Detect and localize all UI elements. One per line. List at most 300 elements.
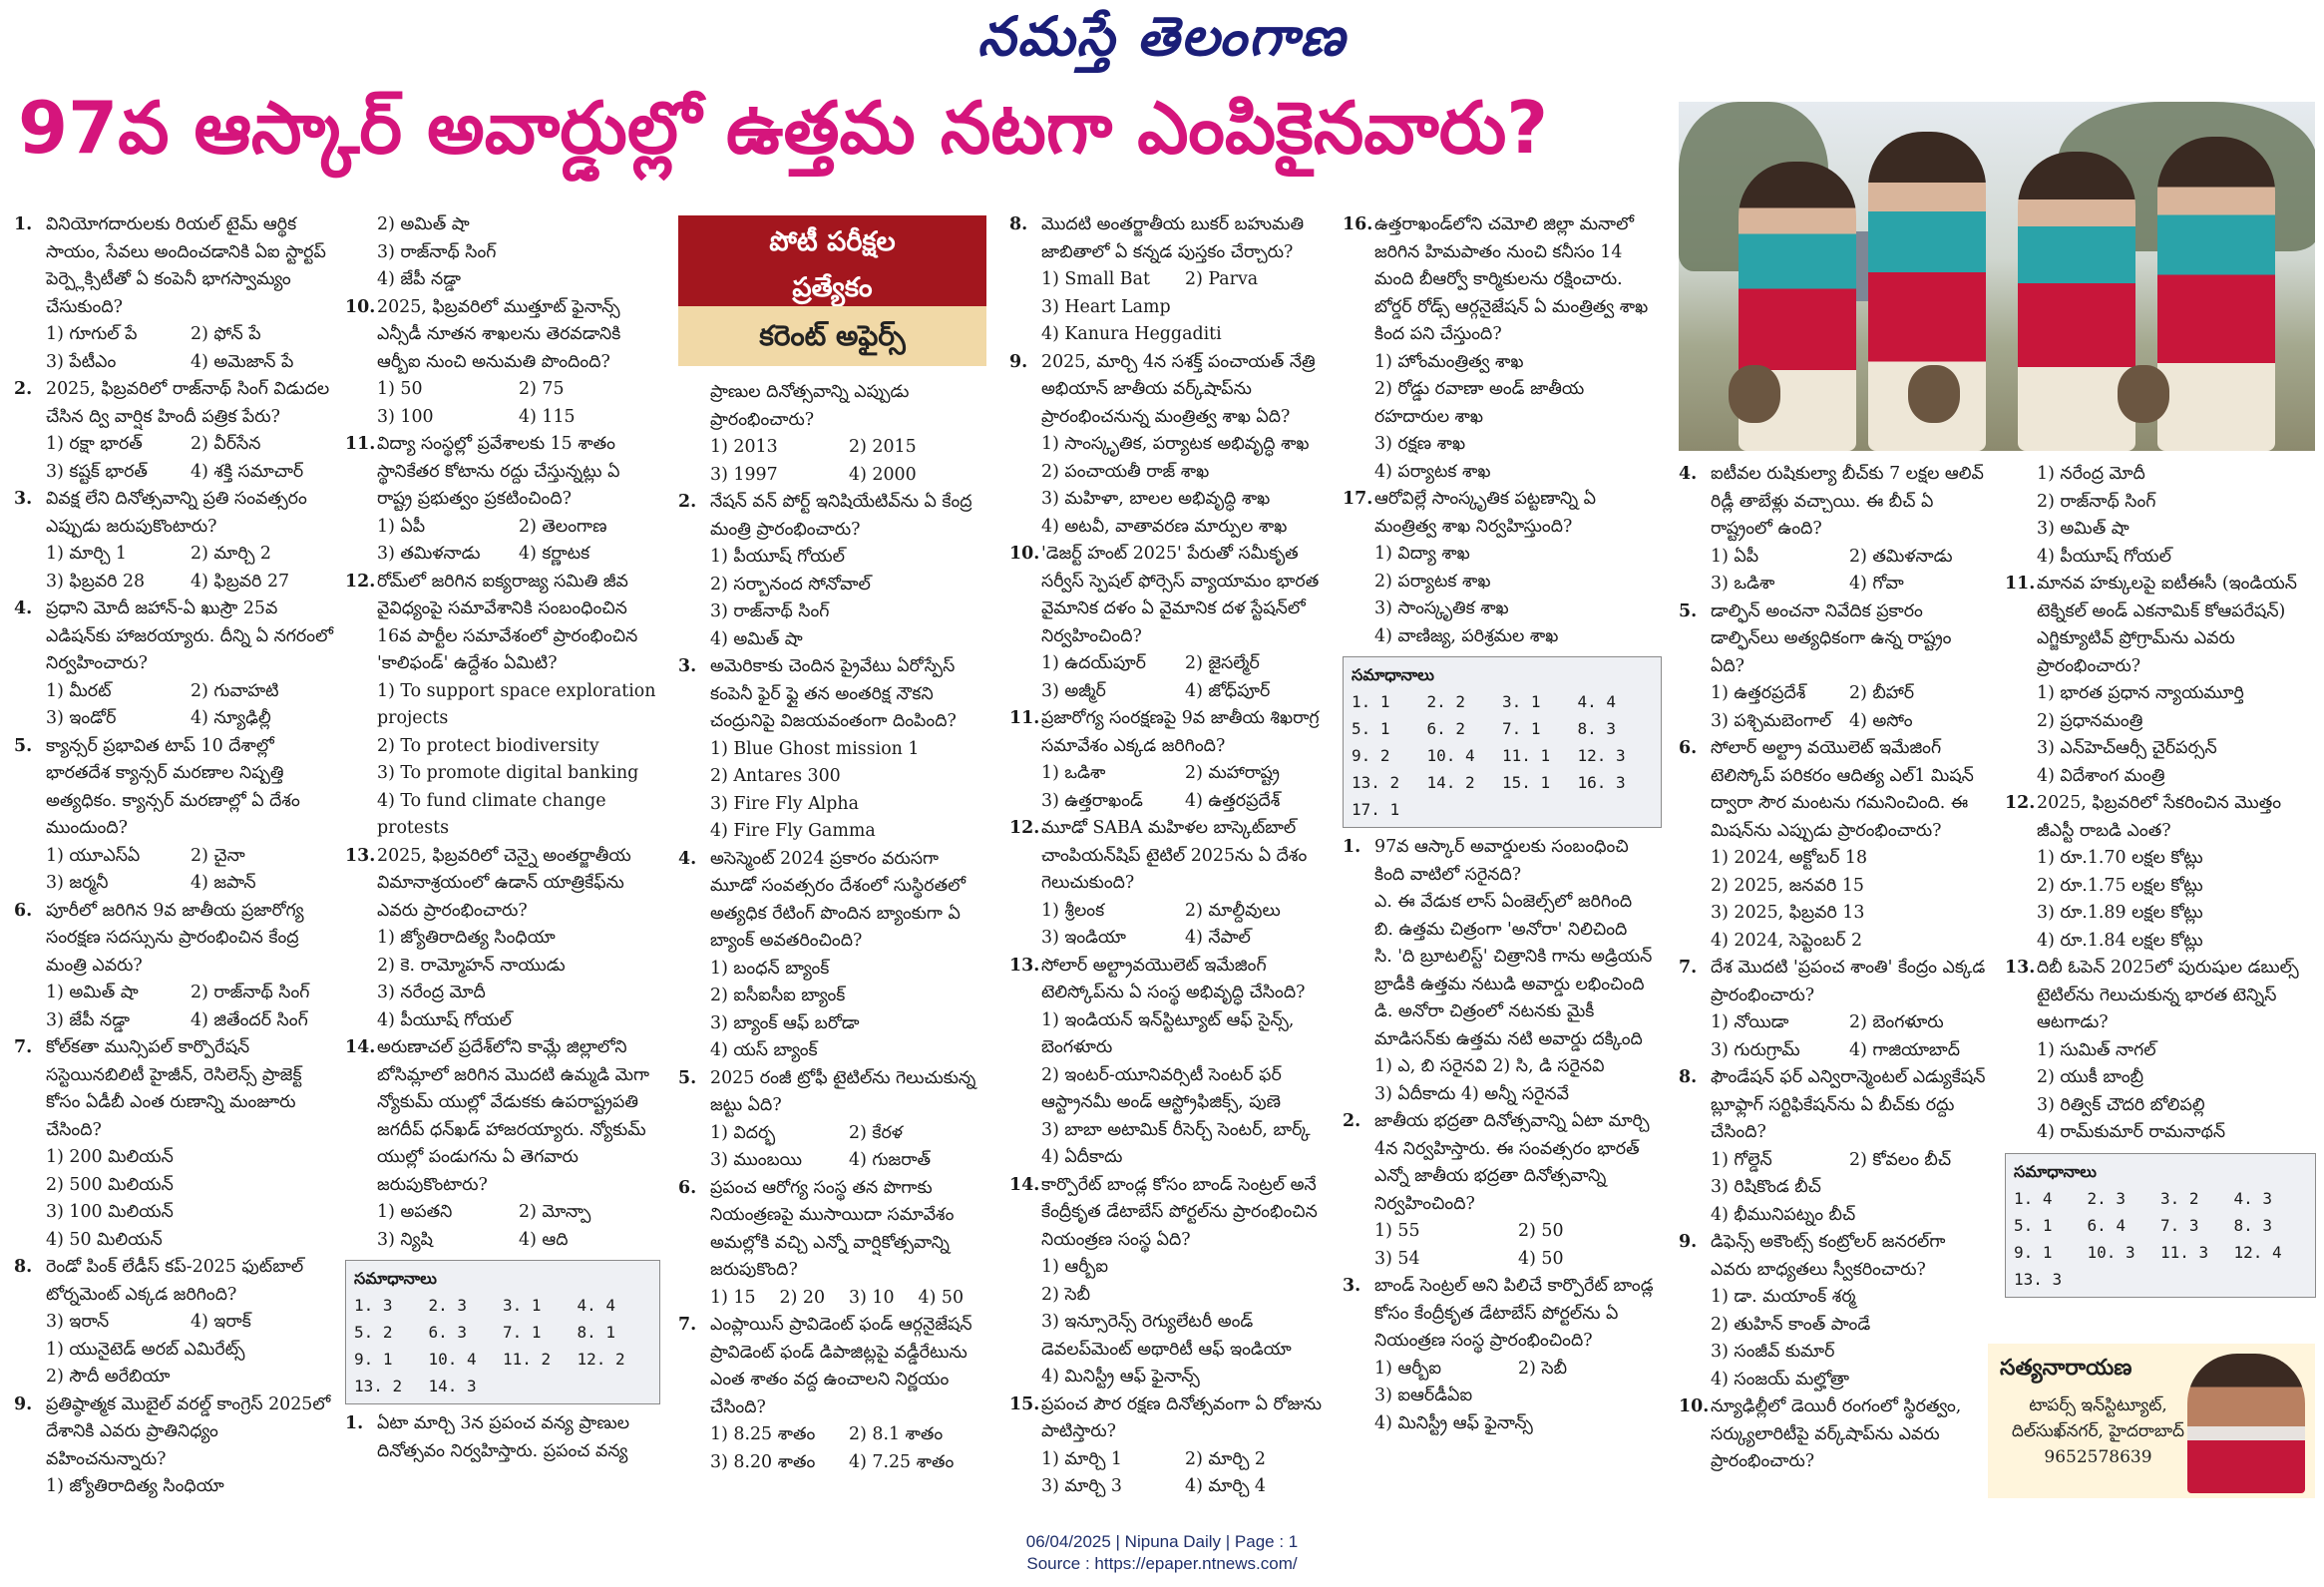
answer-key-cell: 12. 2 xyxy=(577,1350,625,1369)
option: 3) Fire Fly Alpha xyxy=(710,793,859,814)
answer-key-cell xyxy=(1578,796,1654,823)
answer-key-cell: 2. 3 xyxy=(2087,1188,2127,1208)
question-number: 6. xyxy=(1679,738,1698,758)
question xyxy=(14,898,335,981)
option: 1) రూ.1.70 లక్షల కోట్లు xyxy=(2037,848,2203,868)
question-text: సోలార్ అల్ట్రా వయొలెట్ ఇమేజింగ్ టెలిస్కోప్ పరికరం ఆదిత్య ఎల్1 మిషన్ ద్వారా సౌర మంటను గమనించింది. ఈ మిషన్‌ను ఎప్పుడు ప్రారంభించారు? xyxy=(1711,738,1974,841)
question-text: ఫౌండేషన్ ఫర్ ఎన్విరాన్మెంటల్ ఎడ్యుకేషన్ బ్లూఫ్లాగ్ సర్టిఫికేషన్‌ను ఏ బీచ్‌కు రద్దు చేసింది? xyxy=(1711,1067,1986,1142)
option: 2) బీహార్ xyxy=(1849,683,1915,703)
option: 3) 8.20 శాతం xyxy=(710,1451,816,1472)
answer-key-cell: 2. 3 xyxy=(428,1296,468,1315)
option-line: 2) అమిత్ షా xyxy=(377,214,470,234)
option: 4) న్యూఢిల్లీ xyxy=(191,708,271,728)
option-pair xyxy=(678,1120,987,1148)
answer-key-cell: 9. 2 xyxy=(1352,746,1390,765)
category-line3: కరెంట్ అఫైర్స్ xyxy=(678,306,986,366)
option: 2) కేరళ xyxy=(849,1122,903,1143)
answer-key-cell xyxy=(1427,796,1503,823)
option: 1) విదర్భ xyxy=(710,1122,776,1143)
option: 4) ఫిబ్రవరి 27 xyxy=(191,571,290,592)
answer-key-cell: 11. 3 xyxy=(2160,1242,2209,1262)
question xyxy=(2005,955,2316,1037)
option: 4) 7.25 శాతం xyxy=(849,1451,955,1472)
option: 3) సంజీవ్ కుమార్ xyxy=(1711,1342,1835,1362)
option: 3) రిషికొండ బీచ్ xyxy=(1711,1177,1821,1197)
option: 2) 500 మిలియన్ xyxy=(46,1174,174,1195)
option: 3) బ్యాంక్ ఆఫ్ బరోడా xyxy=(710,1012,860,1033)
question xyxy=(1009,1172,1329,1255)
question xyxy=(345,1034,660,1199)
option: 1) 55 xyxy=(1374,1221,1420,1241)
answer-key-row xyxy=(354,1319,651,1346)
answer-key-cell: 14. 3 xyxy=(428,1377,477,1395)
question-text: 2025, ఫిబ్రవరిలో సేకరించిన మొత్తం జీఎస్టీ రాబడి ఎంత? xyxy=(2037,793,2282,841)
question-number: 8. xyxy=(1679,1067,1698,1087)
option: 3) కష్టక్ భారత్ xyxy=(46,461,148,482)
option: సి. 'ది బ్రూటలిస్ట్' చిత్రానికి గాను అడ్రియన్ బ్రాడీకి ఉత్తమ నటుడి అవార్డు లభించింది xyxy=(1374,947,1653,994)
option-pair xyxy=(1343,1246,1662,1274)
question-number: 6. xyxy=(14,900,33,921)
option: 1) To support space exploration projects xyxy=(377,680,656,728)
option-pair xyxy=(345,541,660,569)
option: 3) రూ.1.89 లక్షల కోట్లు xyxy=(2037,903,2203,923)
option: 3) 100 మిలియన్ xyxy=(46,1202,174,1222)
author-photo xyxy=(2187,1354,2305,1493)
option: 4) రామ్‌కుమార్ రామనాథన్ xyxy=(2037,1122,2226,1142)
question-text: కార్పొరేట్ బాండ్ల కోసం బాండ్ సెంట్రల్ అనే కేంద్రీకృత డేటాబేస్ పోర్టల్‌ను ప్రారంభించిన నియంత్రణ సంస్థ ఏది? xyxy=(1041,1174,1318,1250)
option-pair xyxy=(678,462,987,490)
option: 4) 2024, సెప్టెంబర్ 2 xyxy=(1711,930,1863,951)
option: 4) 50 మిలియన్ xyxy=(46,1229,163,1250)
option: 1) ఇండియన్ ఇన్‌స్టిట్యూట్ ఆఫ్ సైన్స్, బెంగళూరు xyxy=(1041,1009,1295,1057)
option: 1) గూగుల్ పే xyxy=(46,324,138,344)
answer-key-cell xyxy=(2234,1266,2308,1293)
option-pair xyxy=(14,349,335,377)
answer-key-cell: 5. 1 xyxy=(2014,1215,2053,1235)
author-card xyxy=(1988,1344,2315,1498)
option: 3) 54 xyxy=(1374,1248,1420,1269)
question-number: 13. xyxy=(1009,955,1040,976)
option: 2) చైనా xyxy=(191,845,245,866)
answer-key-cell: 9. 1 xyxy=(2014,1242,2053,1262)
option: 3) గురుగ్రామ్ xyxy=(1711,1039,1800,1060)
answer-key-cell: 4. 4 xyxy=(1577,692,1617,711)
option-pair xyxy=(14,431,335,459)
author-location: దిల్‌సుఖ్‌నగర్, హైదరాబాద్ xyxy=(2011,1421,2185,1441)
category-banner xyxy=(678,215,986,366)
option: 2) ఐసీఐసీఐ బ్యాంక్ xyxy=(710,986,846,1005)
option-pair xyxy=(1009,678,1329,706)
option: 3) 10 xyxy=(849,1287,895,1308)
question-text: వినియోగదారులకు రియల్ టైమ్ ఆర్థిక సాయం, సేవలు అందించడానికి ఏఐ స్టార్టప్ పెర్ప్లెక్సిటీతో ఏ కంపెనీ భాగస్వామ్యం చేసుకుంది? xyxy=(46,214,326,317)
option: 1) 8.25 శాతం xyxy=(710,1424,816,1444)
option: 4) పీయూష్ గోయల్ xyxy=(377,1009,512,1030)
question xyxy=(1679,598,1988,681)
question-number: 9. xyxy=(14,1393,33,1414)
question-number: 9. xyxy=(1009,351,1028,372)
question xyxy=(14,1034,335,1144)
option-pair xyxy=(345,404,660,432)
option-line: 4) జేపీ నడ్డా xyxy=(377,269,461,289)
option-pair xyxy=(1343,1356,1662,1384)
question xyxy=(678,1175,987,1285)
option-pair xyxy=(345,514,660,542)
option: 1) మీరట్ xyxy=(46,680,112,701)
question xyxy=(1343,1108,1662,1218)
option: 2) గువాహటి xyxy=(191,680,279,701)
option: 1) ఒడిశా xyxy=(1041,763,1106,783)
question xyxy=(1009,1391,1329,1446)
question-number: 3. xyxy=(678,656,697,676)
option: 3) ఇన్సూరెన్స్ రెగ్యులేటరీ అండ్ డెవలప్‌మెంట్ అథారిటీ ఆఫ్ ఇండియా xyxy=(1041,1312,1292,1360)
option: 1) యూఎస్ఏ xyxy=(46,845,141,866)
option-pair xyxy=(14,1007,335,1035)
answer-key-row xyxy=(1352,796,1653,823)
option-pair xyxy=(1009,266,1329,294)
question-number: 2. xyxy=(1343,1111,1361,1131)
answer-key-cell: 17. 1 xyxy=(1352,800,1400,819)
question xyxy=(14,376,335,431)
answer-key-cell: 3. 2 xyxy=(2160,1188,2199,1208)
question-number: 9. xyxy=(1679,1232,1698,1252)
option-pair xyxy=(678,434,987,462)
option: 1) నోయిడా xyxy=(1711,1012,1789,1032)
option: 3) మహిళా, బాలల అభివృద్ధి శాఖ xyxy=(1041,489,1271,509)
option: 1) జ్యోతిరాదిత్య సింధియా xyxy=(377,928,556,948)
question-number: 11. xyxy=(345,434,376,454)
option: 4) 115 xyxy=(519,406,576,427)
option: 2) కోవలం బీచ్ xyxy=(1849,1149,1952,1170)
option-pair xyxy=(1679,571,1988,598)
option: 1) జ్యోతిరాదిత్య సింధియా xyxy=(46,1476,224,1496)
question-text: మూడో SABA మహిళల బాస్కెట్‌బాల్ చాంపియన్‌షిప్ టైటిల్ 2025ను ఏ దేశం గెలుచుకుంది? xyxy=(1041,818,1308,893)
option: 1) సాంస్కృతిక, పర్యాటక అభివృద్ధి శాఖ xyxy=(1041,434,1310,454)
author-phone: 9652578639 xyxy=(2044,1447,2152,1467)
option: 1) మార్చి 1 xyxy=(46,544,127,564)
option: 4) 50 xyxy=(1518,1248,1564,1269)
question-number: 8. xyxy=(1009,214,1028,234)
option: 4) గోవా xyxy=(1849,574,1904,594)
column-7 xyxy=(2005,461,2316,1304)
option: 4) వాణిజ్య, పరిశ్రమల శాఖ xyxy=(1374,625,1559,646)
option: 1) డా. మయాంక్ శర్మ xyxy=(1711,1287,1856,1307)
option: 2) కె. రామ్మోహన్ నాయుడు xyxy=(377,955,566,976)
answer-key-cell: 1. 4 xyxy=(2014,1188,2053,1208)
answer-key-cell: 6. 3 xyxy=(428,1323,468,1342)
answer-key-cell: 12. 4 xyxy=(2233,1242,2282,1262)
question-number: 5. xyxy=(1679,600,1698,621)
option: 1) సుమిత్ నాగల్ xyxy=(2037,1039,2156,1060)
option-row xyxy=(678,1285,987,1313)
option: 4) Fire Fly Gamma xyxy=(710,821,876,841)
option: 1) శ్రీలంక xyxy=(1041,900,1105,921)
option: 1) 2013 xyxy=(710,437,778,457)
option: 4) నేపాల్ xyxy=(1185,928,1251,948)
question-text: ప్రపంచ పౌర రక్షణ దినోత్సవంగా ఏ రోజును పాటిస్తారు? xyxy=(1041,1393,1323,1441)
answer-key-row xyxy=(354,1373,651,1399)
question xyxy=(678,1312,987,1421)
answer-key-cell: 13. 2 xyxy=(354,1377,403,1395)
question xyxy=(1679,955,1988,1009)
option: 2) సెబీ xyxy=(1041,1284,1090,1305)
question-text: నేషన్ వన్ పోర్ట్ ఇనిషియేటివ్‌ను ఏ కేంద్ర మంత్రి ప్రారంభించారు? xyxy=(710,492,972,540)
option: 2) ప్రధానమంత్రి xyxy=(2037,710,2143,731)
option: 1) యునైటెడ్ అరబ్ ఎమిరేట్స్ xyxy=(46,1339,245,1360)
category-line1: పోటీ పరీక్షల xyxy=(769,226,896,257)
answer-key-row xyxy=(1352,742,1653,769)
footer-date: 06/04/2025 | Nipuna Daily | Page : 1 xyxy=(1025,1532,1299,1551)
option: 3) రాజ్‌నాథ్ సింగ్ xyxy=(710,601,830,621)
option: 3) తమిళనాడు xyxy=(377,544,481,564)
option: 3) పేటీఎం xyxy=(46,351,117,372)
question xyxy=(678,1065,987,1120)
option-line: 4) పీయూష్ గోయల్ xyxy=(2037,546,2171,567)
option-pair xyxy=(678,1421,987,1449)
option: 3) ఒడిశా xyxy=(1711,574,1775,594)
question-number: 4. xyxy=(1679,464,1698,484)
option: 2) Parva xyxy=(1185,269,1259,289)
option-pair xyxy=(345,1227,660,1255)
answer-key-cell: 4. 3 xyxy=(2233,1188,2273,1208)
author-name: సత్యనారాయణ xyxy=(2000,1356,2132,1381)
option-pair xyxy=(345,1199,660,1227)
option: 4) 50 xyxy=(918,1287,965,1308)
question-text: కోల్‌కతా మున్సిపల్ కార్పొరేషన్ సస్టెయినబిలిటీ హైజీన్, రెసిలెన్స్ ప్రాజెక్ట్ కోసం ఏడీబీ ఎంత రుణాన్ని మంజూరు చేసింది? xyxy=(46,1037,302,1140)
question-number: 12. xyxy=(345,571,376,592)
question-text: పూరీలో జరిగిన 9వ జాతీయ ప్రజారోగ్య సంరక్షణ సదస్సును ప్రారంభించిన కేంద్ర మంత్రి ఎవరు? xyxy=(46,900,304,976)
question-number: 5. xyxy=(678,1067,697,1088)
option-pair xyxy=(14,678,335,706)
option-pair xyxy=(14,541,335,569)
answer-key-cell xyxy=(578,1373,652,1399)
option: 4) 2000 xyxy=(849,464,917,485)
question-text: సోలార్ అల్ట్రావయొలెట్ ఇమేజింగ్ టెలిస్కోప్‌ను ఏ సంస్థ అభివృద్ధి చేసింది? xyxy=(1041,955,1306,1002)
question xyxy=(345,294,660,377)
question xyxy=(1009,541,1329,650)
question-text: ప్రతిష్ఠాత్మక మొబైల్ వరల్డ్ కాంగ్రెస్ 2025లో దేశానికి ఎవరు ప్రాతినిధ్యం వహించనున్నారు? xyxy=(46,1393,331,1469)
question-number: 16. xyxy=(1343,214,1373,234)
option: 4) ఆది xyxy=(519,1229,569,1250)
answer-key-box xyxy=(1343,656,1662,828)
answer-key-cell: 4. 4 xyxy=(577,1296,616,1315)
option-pair xyxy=(678,1147,987,1175)
question-number: 3. xyxy=(14,489,33,509)
question-text: 2025, మార్చి 4న సశక్త్ పంచాయత్ నేత్రి అభియాన్ జాతీయ వర్క్‌షాప్‌ను ప్రారంభించనున్న మంత్రిత్వ శాఖ ఏది? xyxy=(1041,351,1316,427)
option-pair xyxy=(14,321,335,349)
option: 3) ఫిబ్రవరి 28 xyxy=(46,571,146,592)
option: 2) తెలంగాణ xyxy=(519,516,607,537)
question-text: డిఫెన్స్ అకౌంట్స్ కంట్రోలర్ జనరల్‌గా ఎవరు బాధ్యతలు స్వీకరించారు? xyxy=(1711,1232,1946,1280)
question-text: క్యాన్సర్ ప్రభావిత టాప్ 10 దేశాల్లో భారతదేశ క్యాన్సర్ మరణాల నిష్పత్తి అత్యధికం. క్యాన్సర్ మరణాల్లో ఏ దేశం ముందుంది? xyxy=(46,735,300,838)
answer-key-cell: 8. 3 xyxy=(2233,1215,2273,1235)
option: 4) ఉత్తరప్రదేశ్ xyxy=(1185,790,1281,811)
answer-key-cell: 3. 1 xyxy=(1502,692,1541,711)
question xyxy=(2005,790,2316,845)
option: 3) న్యిషి xyxy=(377,1229,433,1250)
option: 3) సాంస్కృతిక శాఖ xyxy=(1374,598,1509,618)
option: 4) మినిస్ట్రీ ఆఫ్ ఫైనాన్స్ xyxy=(1374,1412,1533,1433)
option: 4) యస్ బ్యాంక్ xyxy=(710,1040,818,1060)
question-text: దేశ మొదటి 'ప్రపంచ శాంతి' కేంద్రం ఎక్కడ ప్రారంభించారు? xyxy=(1711,958,1986,1005)
answer-key-box xyxy=(2005,1153,2316,1298)
option: బి. ఉత్తమ చిత్రంగా 'అనోరా' నిలిచింది xyxy=(1374,919,1628,940)
option-line: 1) నరేంద్ర మోదీ xyxy=(2037,464,2145,484)
question-number: 7. xyxy=(14,1037,33,1057)
question-text: మొదటి అంతర్జాతీయ బుకర్ బహుమతి జాబితాలో ఏ కన్నడ పుస్తకం చేర్చారు? xyxy=(1041,214,1305,262)
option: 1) Blue Ghost mission 1 xyxy=(710,738,920,759)
option: 2) 75 xyxy=(519,379,565,399)
question-number: 1. xyxy=(345,1413,364,1433)
option: 1) అమిత్ షా xyxy=(46,983,139,1002)
question-text: డాల్ఫిన్ అంచనా నివేదిక ప్రకారం డాల్ఫిన్‌లు అత్యధికంగా ఉన్న రాష్ట్రం ఏది? xyxy=(1711,600,1952,676)
answer-key-title: సమాధానాలు xyxy=(354,1269,437,1288)
question xyxy=(1343,211,1662,349)
option: 3) అజ్మీర్ xyxy=(1041,680,1106,701)
option: 1) 2024, అక్టోబర్ 18 xyxy=(1711,848,1868,868)
option: 4) ఏదీకాదు xyxy=(1041,1147,1123,1167)
answer-key-cell: 1. 3 xyxy=(354,1296,393,1315)
answer-key-cell: 5. 2 xyxy=(354,1323,393,1342)
answer-key-cell: 7. 1 xyxy=(503,1323,542,1342)
option-pair xyxy=(1009,925,1329,953)
question-number: 1. xyxy=(1343,837,1361,857)
option: 1) ఏపీ xyxy=(1711,546,1759,567)
question-text: దిబీ ఓపెన్ 2025లో పురుషుల డబుల్స్ టైటిల్‌ను గెలుచుకున్న భారత టెన్నిస్ ఆటగాడు? xyxy=(2037,958,2299,1032)
option: 4) To fund climate change protests xyxy=(377,790,606,838)
question-text: 2025, ఫిబ్రవరిలో చెన్నై అంతర్జాతీయ విమానాశ్రయంలో ఉడాన్ యాత్రికేఫ్‌ను ఎవరు ప్రారంభించారు? xyxy=(377,845,631,921)
option: 4) జపాన్ xyxy=(191,873,256,893)
option: 2) సౌదీ అరేబియా xyxy=(46,1367,171,1387)
question-number: 17. xyxy=(1343,489,1373,509)
question-number: 4. xyxy=(14,598,33,618)
option: డి. అనోరా చిత్రంలో నటనకు మైకీ మాడిసన్‌కు ఉత్తమ నటి అవార్డు దక్కింది xyxy=(1374,1001,1643,1049)
question-text: ఆరోవిల్లే సాంస్కృతిక పట్టణాన్ని ఏ మంత్రిత్వ శాఖ నిర్వహిస్తుంది? xyxy=(1374,489,1597,537)
question-text: 2025, ఫిబ్రవరిలో రాజ్‌నాథ్ సింగ్ విడుదల చేసిన ద్వి వార్షిక హిందీ పత్రిక పేరు? xyxy=(46,379,330,427)
question-number: 11. xyxy=(1009,708,1040,728)
option: 3) బాబా అటామిక్ రీసెర్చ్ సెంటర్, బార్క్ xyxy=(1041,1119,1311,1140)
option: 2) 20 xyxy=(779,1287,826,1308)
option-pair xyxy=(1679,1147,1988,1175)
option: 1) 50 xyxy=(377,379,423,399)
answer-key-cell: 9. 1 xyxy=(354,1350,393,1369)
option: 4) అమిత్ షా xyxy=(710,628,803,649)
question-number: 12. xyxy=(1009,818,1040,838)
option: ఎ. ఈ వేడుక లాస్ ఏంజెల్స్‌లో జరిగింది xyxy=(1374,892,1633,912)
question xyxy=(345,431,660,514)
option: 3) జర్మనీ xyxy=(46,873,109,893)
column-1 xyxy=(14,211,335,1501)
option: 1) అపతని xyxy=(377,1202,453,1222)
option: 4) మార్చి 4 xyxy=(1185,1476,1266,1496)
question xyxy=(1679,1393,1988,1476)
option: 4) జోధ్‌పూర్ xyxy=(1185,680,1271,701)
option: 1) 15 xyxy=(710,1287,756,1308)
option-pair xyxy=(1343,1218,1662,1246)
option: 2) 2025, జనవరి 15 xyxy=(1711,875,1864,896)
option: 4) గుజరాత్ xyxy=(849,1150,932,1170)
option: 3) ముంబయి xyxy=(710,1150,803,1170)
option-pair xyxy=(1009,788,1329,816)
question-number: 14. xyxy=(345,1037,376,1057)
answer-key-cell: 10. 4 xyxy=(428,1350,477,1369)
question xyxy=(14,486,335,541)
option: 2) 50 xyxy=(1518,1221,1564,1241)
answer-key-cell: 15. 1 xyxy=(1502,773,1551,792)
question-text: ఎంప్లాయిస్ ప్రావిడెంట్ ఫండ్ ఆర్గనైజేషన్ ప్రావిడెంట్ ఫండ్ డిపాజిట్లపై వడ్డీరేటును ఎంత శాతం వద్ద ఉంచాలని నిర్ణయం చేసింది? xyxy=(710,1315,972,1417)
option: 4) పర్యాటక శాఖ xyxy=(1374,461,1491,482)
question-number: 10. xyxy=(345,296,376,317)
question xyxy=(1679,461,1988,544)
answer-key-cell: 3. 1 xyxy=(503,1296,542,1315)
option: 3) ఇరాన్ xyxy=(46,1312,110,1332)
question-text: మానవ హక్కులపై ఐటీఈసీ (ఇండియన్ టెక్నికల్ అండ్ ఎకనామిక్ కోఆపరేషన్) ఎగ్జిక్యూటివ్ ప్రోగ్రామ్‌ను ఎవరు ప్రారంభించారు? xyxy=(2037,574,2297,676)
option: 2) Antares 300 xyxy=(710,766,841,786)
option: 3) రిత్విక్ చౌదరి బోలిపల్లి xyxy=(2037,1094,2205,1115)
question xyxy=(345,843,660,926)
option: 3) మార్చి 3 xyxy=(1041,1476,1122,1496)
answer-key-cell: 8. 3 xyxy=(1577,719,1617,738)
option: 2) సర్బానంద సోనోవాల్ xyxy=(710,574,871,595)
option: 1) 200 మిలియన్ xyxy=(46,1147,174,1167)
question-text: 2025 రంజీ ట్రోఫీ టైటిల్‌ను గెలుచుకున్న జట్టు ఏది? xyxy=(710,1067,976,1115)
answer-key-cell: 13. 2 xyxy=(1352,773,1400,792)
option-pair xyxy=(1009,898,1329,926)
option: 2) తమిళనాడు xyxy=(1849,546,1953,567)
option: 2) మోన్పా xyxy=(519,1202,591,1222)
option-line: 3) అమిత్ షా xyxy=(2037,519,2130,539)
question-text: బాండ్ సెంట్రల్ అని పిలిచే కార్పొరేట్ బాండ్ల కోసం కేంద్రీకృత డేటాబేస్ పోర్టల్‌ను ఏ నియంత్రణ సంస్థ ప్రారంభించింది? xyxy=(1374,1276,1654,1351)
column-2 xyxy=(345,211,660,1465)
option: 2) 2015 xyxy=(849,437,917,457)
option: 2) యుకీ బాంబ్రీ xyxy=(2037,1067,2144,1087)
option: 4) ఇరాక్ xyxy=(191,1312,251,1332)
question xyxy=(345,569,660,678)
answer-key-cell: 11. 1 xyxy=(1502,746,1551,765)
question-text: ఉత్తరాఖండ్‌లోని చమోలి జిల్లా మనాలో జరిగిన హిమపాతం నుంచి కనీసం 14 మంది బీఆర్వో కార్మికులను రక్షించారు. బోర్డర్ రోడ్స్ ఆర్గనైజేషన్ ఏ మంత్రిత్వ శాఖ కింద పని చేస్తుంది? xyxy=(1374,214,1649,344)
option-pair xyxy=(14,459,335,487)
option-pair xyxy=(1679,680,1988,708)
option: 3) ఏదీకాదు 4) అన్నీ సరైనవే xyxy=(1374,1083,1569,1104)
option: 2) ఫోన్ పే xyxy=(191,324,261,344)
question xyxy=(1679,1229,1988,1284)
option-pair xyxy=(14,980,335,1007)
option: 3) ఇండోర్ xyxy=(46,708,117,728)
question xyxy=(1009,705,1329,760)
question xyxy=(1343,834,1662,889)
question-text: రోమ్‌లో జరిగిన ఐక్యరాజ్య సమితి జీవ వైవిధ్యంపై సమావేశానికి సంబంధించిన 16వ పార్టీల సమావేశంలో ప్రారంభించిన 'కాలిఫండ్' ఉద్దేశం ఏమిటి? xyxy=(377,571,638,673)
option: 1) ఉదయ్‌పూర్ xyxy=(1041,653,1146,673)
option: 3) ఇండియా xyxy=(1041,928,1126,948)
question-text: 'డెజర్ట్ హంట్ 2025' పేరుతో సమీకృత సర్వీస్ స్పెషల్ ఫోర్సెస్ వ్యాయామం భారత వైమానిక దళం ఏ వైమానిక దళ స్టేషన్‌లో నిర్వహించింది? xyxy=(1041,544,1320,646)
option: 3) రక్షణ శాఖ xyxy=(1374,434,1466,454)
option: 3) 100 xyxy=(377,406,434,427)
option: 2) మాల్దీవులు xyxy=(1185,900,1281,921)
question xyxy=(1009,815,1329,898)
question xyxy=(14,1391,335,1474)
option: 4) జితేందర్ సింగ్ xyxy=(191,1009,308,1030)
question-number: 2. xyxy=(678,492,697,512)
answer-key-cell: 12. 3 xyxy=(1577,746,1626,765)
question xyxy=(678,653,987,736)
column-6 xyxy=(1679,461,1988,1476)
question-text: అసెస్మెంట్ 2024 ప్రకారం వరుసగా మూడో సంవత్సరం దేశంలో సుస్థిరతలో అత్యధిక రేటింగ్ పొందిన బ్యాంకుగా ఏ బ్యాంక్ అవతరించింది? xyxy=(710,848,967,951)
answer-key-cell: 7. 1 xyxy=(1502,719,1541,738)
option: 4) అసోం xyxy=(1849,710,1913,731)
option: 2) రూ.1.75 లక్షల కోట్లు xyxy=(2037,875,2203,896)
option-pair xyxy=(1679,544,1988,572)
option: 1) బంధన్ బ్యాంక్ xyxy=(710,958,830,979)
answer-key-cell: 6. 2 xyxy=(1426,719,1466,738)
